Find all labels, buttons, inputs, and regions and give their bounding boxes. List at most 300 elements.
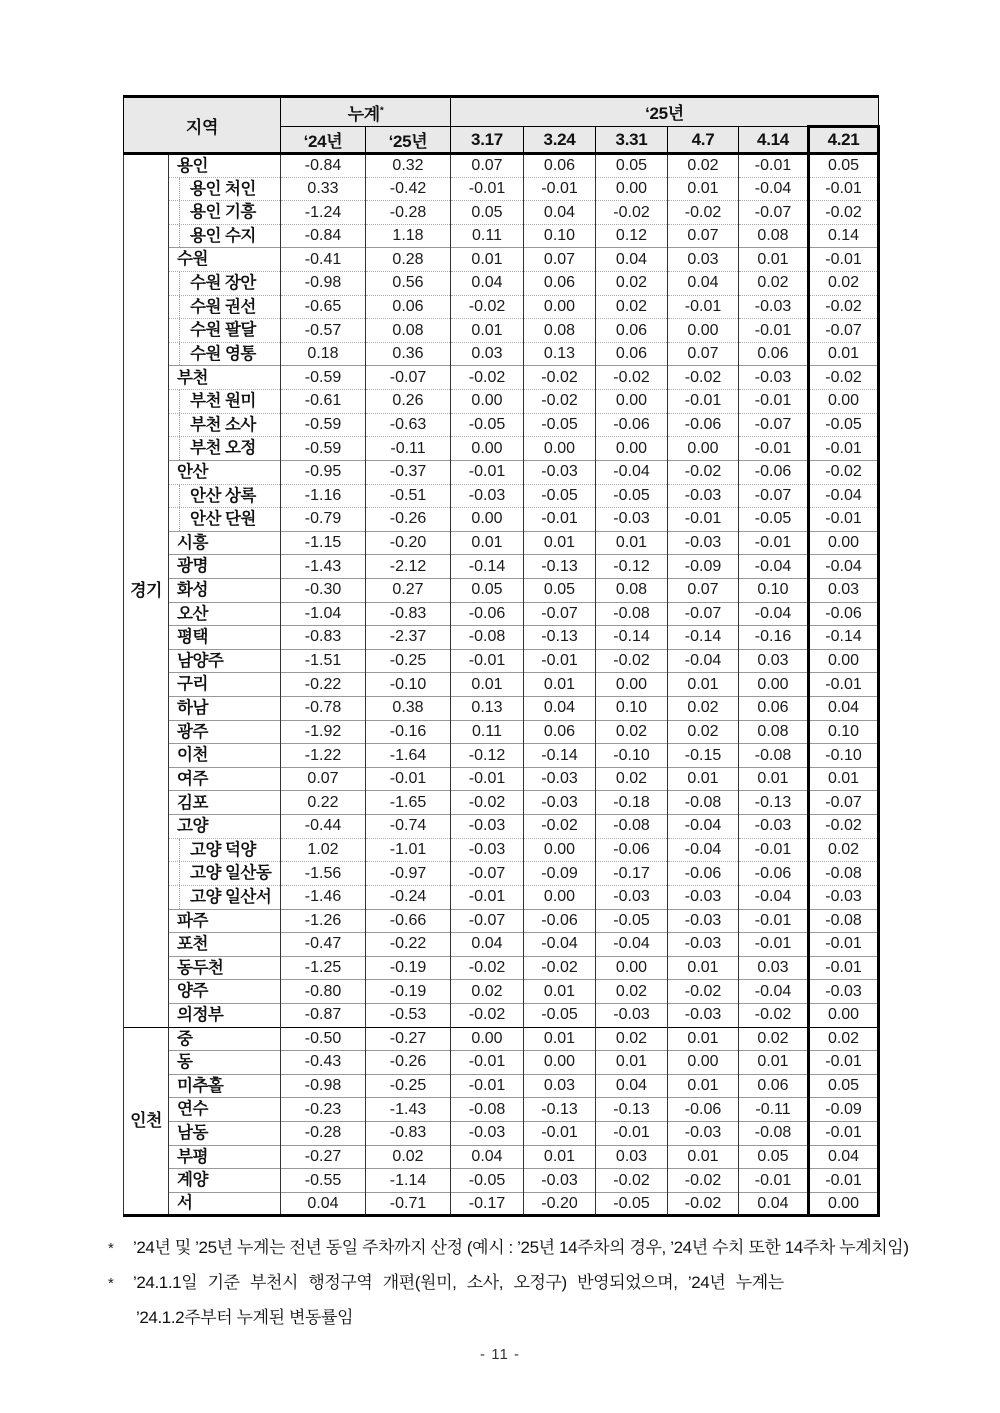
value-cell: -0.22 [366,933,451,957]
value-cell: -0.03 [524,767,596,791]
value-cell: -0.66 [366,909,451,933]
value-cell: -0.01 [809,933,879,957]
table-row [124,295,879,319]
value-cell: 0.01 [596,1051,668,1075]
value-cell: -0.01 [809,1121,879,1145]
value-cell: -0.12 [451,744,524,768]
value-cell: -0.05 [739,508,809,532]
value-cell: -0.17 [451,1192,524,1216]
footnote-marker: * [108,1240,114,1257]
value-cell: -0.14 [668,626,739,650]
value-cell: 0.02 [596,1027,668,1051]
value-cell: 0.02 [596,295,668,319]
value-cell: 0.01 [524,980,596,1004]
value-cell: 0.06 [739,342,809,366]
value-cell: -0.11 [739,1098,809,1122]
region-name-cell: 여주 [169,767,281,791]
value-cell: 0.00 [524,838,596,862]
value-cell: -0.01 [668,508,739,532]
value-cell: -0.01 [809,673,879,697]
value-cell: 0.04 [809,1145,879,1169]
value-cell: -0.10 [809,744,879,768]
value-cell: 0.08 [596,578,668,602]
region-name-cell: 안산 [169,460,281,484]
value-cell: -0.01 [451,767,524,791]
value-cell: 0.05 [451,201,524,225]
value-cell: -0.23 [281,1098,366,1122]
value-cell: -0.26 [366,1051,451,1075]
value-cell: 0.03 [739,649,809,673]
value-cell: -1.04 [281,602,366,626]
value-cell: -0.13 [524,555,596,579]
value-cell: 0.04 [668,272,739,296]
table-row [124,649,879,673]
value-cell: -0.02 [451,956,524,980]
value-cell: -0.04 [668,838,739,862]
region-name-cell: 화성 [169,578,281,602]
table-row [124,366,879,390]
value-cell: -0.07 [739,413,809,437]
value-cell: 0.02 [668,697,739,721]
value-cell: 0.00 [596,673,668,697]
value-cell: -0.03 [596,885,668,909]
header-col-2025: ‘25년 [366,127,451,154]
value-cell: 0.04 [451,933,524,957]
value-cell: -0.30 [281,578,366,602]
table-row [124,956,879,980]
value-cell: 0.00 [524,437,596,461]
value-cell: -0.01 [451,649,524,673]
value-cell: -0.06 [739,460,809,484]
value-cell: -0.02 [809,815,879,839]
region-name-cell: 계양 [169,1169,281,1193]
value-cell: -0.27 [281,1145,366,1169]
value-cell: -0.10 [366,673,451,697]
value-cell: 0.00 [524,1051,596,1075]
value-cell: -0.06 [668,862,739,886]
value-cell: -0.01 [739,933,809,957]
value-cell: 0.18 [281,342,366,366]
value-cell: 0.28 [366,248,451,272]
value-cell: 0.01 [451,673,524,697]
table-row [124,1098,879,1122]
table-row [124,1121,879,1145]
value-cell: -0.08 [596,602,668,626]
value-cell: -0.02 [596,1169,668,1193]
value-cell: -0.12 [596,555,668,579]
value-cell: 0.01 [739,1051,809,1075]
value-cell: 0.03 [739,956,809,980]
value-cell: -0.07 [451,862,524,886]
region-name-cell: 고양 일산동 [169,862,281,886]
region-name-cell: 구리 [169,673,281,697]
table-row [124,342,879,366]
table-row [124,224,879,248]
value-cell: -0.03 [668,1003,739,1027]
value-cell: -0.03 [739,295,809,319]
value-cell: -1.22 [281,744,366,768]
value-cell: 0.00 [668,319,739,343]
value-cell: -0.08 [451,1098,524,1122]
value-cell: 0.02 [739,272,809,296]
value-cell: -0.04 [809,555,879,579]
footnotes [108,1233,908,1338]
table-row [124,413,879,437]
value-cell: 0.00 [739,673,809,697]
table-row [124,862,879,886]
value-cell: 0.03 [524,1074,596,1098]
value-cell: -0.01 [451,177,524,201]
value-cell: 0.04 [596,1074,668,1098]
value-cell: -0.05 [596,484,668,508]
header-year-2025-group: ‘25년 [451,97,879,127]
value-cell: -0.01 [739,909,809,933]
value-cell: -0.98 [281,1074,366,1098]
value-cell: 0.11 [451,720,524,744]
value-cell: 0.04 [596,248,668,272]
value-cell: -0.74 [366,815,451,839]
table-row [124,815,879,839]
value-cell: 0.01 [739,767,809,791]
table-row [124,390,879,414]
value-cell: -0.14 [809,626,879,650]
value-cell: 0.10 [596,697,668,721]
value-cell: -0.25 [366,1074,451,1098]
value-cell: -0.16 [739,626,809,650]
value-cell: -0.05 [524,1003,596,1027]
value-cell: -0.01 [668,295,739,319]
value-cell: -0.03 [668,484,739,508]
province-cell: 경기 [124,154,169,1028]
value-cell: -0.80 [281,980,366,1004]
value-cell: -0.03 [524,460,596,484]
value-cell: -0.03 [668,885,739,909]
value-cell: 0.02 [668,154,739,178]
value-cell: -0.01 [451,885,524,909]
value-cell: -0.03 [668,1121,739,1145]
value-cell: -0.03 [809,885,879,909]
region-name-cell: 오산 [169,602,281,626]
value-cell: -0.06 [596,413,668,437]
value-cell: 0.00 [451,508,524,532]
value-cell: -0.06 [596,838,668,862]
value-cell: -0.08 [809,909,879,933]
value-cell: -0.02 [524,815,596,839]
value-cell: -0.01 [739,531,809,555]
value-cell: -0.01 [739,1169,809,1193]
value-cell: -0.03 [668,933,739,957]
value-cell: -0.04 [739,885,809,909]
value-cell: -0.65 [281,295,366,319]
header-col-date: 3.17 [451,127,524,154]
value-cell: -0.07 [809,791,879,815]
value-cell: -0.02 [451,295,524,319]
value-cell: -0.09 [524,862,596,886]
value-cell: -0.07 [451,909,524,933]
value-cell: -0.05 [596,909,668,933]
region-name-cell: 미추홀 [169,1074,281,1098]
value-cell: 0.02 [451,980,524,1004]
value-cell: -0.24 [366,885,451,909]
value-cell: -0.07 [739,484,809,508]
region-name-cell: 광명 [169,555,281,579]
value-cell: 0.08 [366,319,451,343]
value-cell: -0.02 [596,201,668,225]
value-cell: -0.06 [451,602,524,626]
table-row [124,319,879,343]
value-cell: -0.02 [524,956,596,980]
value-cell: 0.07 [668,578,739,602]
value-cell: -0.06 [524,909,596,933]
value-cell: -0.59 [281,366,366,390]
value-cell: -2.12 [366,555,451,579]
value-cell: -0.02 [739,1003,809,1027]
value-cell: -0.04 [739,555,809,579]
value-cell: -0.01 [809,1051,879,1075]
footnote-2 [108,1268,908,1293]
value-cell: -0.14 [596,626,668,650]
value-cell: -0.18 [596,791,668,815]
region-name-cell: 남동 [169,1121,281,1145]
value-cell: -0.06 [668,413,739,437]
value-cell: -0.59 [281,437,366,461]
region-name-cell: 수원 권선 [169,295,281,319]
value-cell: 0.01 [524,531,596,555]
value-cell: -1.46 [281,885,366,909]
value-cell: -0.01 [739,838,809,862]
value-cell: -0.87 [281,1003,366,1027]
value-cell: -0.05 [809,413,879,437]
value-cell: -0.09 [668,555,739,579]
value-cell: -0.04 [524,933,596,957]
value-cell: -1.14 [366,1169,451,1193]
value-cell: -0.06 [809,602,879,626]
region-name-cell: 연수 [169,1098,281,1122]
value-cell: 0.01 [809,342,879,366]
value-cell: 0.27 [366,578,451,602]
value-cell: 0.05 [451,578,524,602]
value-cell: -0.83 [366,602,451,626]
value-cell: -0.13 [524,626,596,650]
value-cell: -0.13 [739,791,809,815]
value-cell: -0.95 [281,460,366,484]
value-cell: 0.02 [596,272,668,296]
table-row [124,1145,879,1169]
region-name-cell: 부천 원미 [169,390,281,414]
table-row [124,838,879,862]
table-row [124,767,879,791]
value-cell: -0.02 [809,295,879,319]
region-name-cell: 부평 [169,1145,281,1169]
value-cell: -0.19 [366,956,451,980]
weekly-price-change-table [123,95,880,1217]
table-row [124,555,879,579]
header-col-date-highlighted: 4.21 [809,127,879,154]
value-cell: 0.22 [281,791,366,815]
value-cell: -0.02 [451,366,524,390]
region-name-cell: 동 [169,1051,281,1075]
region-name-cell: 부천 소사 [169,413,281,437]
region-name-cell: 양주 [169,980,281,1004]
table-row [124,201,879,225]
region-name-cell: 수원 [169,248,281,272]
value-cell: -0.05 [451,1169,524,1193]
value-cell: -0.01 [524,1121,596,1145]
value-cell: -0.13 [596,1098,668,1122]
value-cell: -0.02 [809,366,879,390]
value-cell: -0.01 [524,649,596,673]
value-cell: -0.04 [739,602,809,626]
value-cell: 0.04 [451,1145,524,1169]
value-cell: 0.06 [739,697,809,721]
value-cell: 0.02 [739,1027,809,1051]
value-cell: 0.08 [739,224,809,248]
value-cell: 0.10 [524,224,596,248]
value-cell: 0.02 [366,1145,451,1169]
value-cell: -0.08 [739,744,809,768]
value-cell: -0.84 [281,154,366,178]
table-row [124,602,879,626]
value-cell: -0.08 [451,626,524,650]
value-cell: 0.56 [366,272,451,296]
region-name-cell: 중 [169,1027,281,1051]
page-number: - 11 - [480,1346,520,1363]
value-cell: -0.08 [596,815,668,839]
value-cell: -0.04 [809,484,879,508]
value-cell: -0.59 [281,413,366,437]
value-cell: -0.01 [809,437,879,461]
value-cell: 0.01 [451,531,524,555]
value-cell: 0.06 [596,319,668,343]
value-cell: 0.01 [524,673,596,697]
value-cell: 0.01 [668,177,739,201]
value-cell: -0.06 [739,862,809,886]
region-name-cell: 동두천 [169,956,281,980]
value-cell: -0.05 [524,413,596,437]
value-cell: 0.01 [668,673,739,697]
region-name-cell: 의정부 [169,1003,281,1027]
value-cell: -0.37 [366,460,451,484]
value-cell: 0.06 [524,154,596,178]
value-cell: -0.01 [451,1051,524,1075]
value-cell: -0.04 [596,460,668,484]
header-cumulative-label: 누계 [347,104,380,124]
value-cell: -0.02 [596,649,668,673]
value-cell: -0.02 [596,366,668,390]
value-cell: 0.02 [596,980,668,1004]
value-cell: -0.01 [366,767,451,791]
value-cell: 0.00 [668,437,739,461]
value-cell: -0.14 [451,555,524,579]
value-cell: 0.07 [451,154,524,178]
value-cell: -0.05 [596,1192,668,1216]
value-cell: -0.01 [451,460,524,484]
value-cell: -0.03 [739,366,809,390]
value-cell: -0.07 [668,602,739,626]
value-cell: 0.10 [739,578,809,602]
value-cell: -0.01 [524,508,596,532]
table-row [124,673,879,697]
value-cell: -0.03 [451,1121,524,1145]
region-name-cell: 서 [169,1192,281,1216]
value-cell: 0.02 [596,720,668,744]
table-row [124,1192,879,1216]
table-row [124,1051,879,1075]
region-name-cell: 파주 [169,909,281,933]
value-cell: -0.03 [451,838,524,862]
table-row [124,720,879,744]
region-name-cell: 광주 [169,720,281,744]
value-cell: -0.98 [281,272,366,296]
value-cell: 0.07 [668,342,739,366]
table-row [124,531,879,555]
value-cell: 0.07 [281,767,366,791]
value-cell: -0.01 [739,437,809,461]
value-cell: 0.36 [366,342,451,366]
value-cell: 0.06 [524,272,596,296]
value-cell: -0.41 [281,248,366,272]
region-name-cell: 하남 [169,697,281,721]
value-cell: 0.03 [809,578,879,602]
value-cell: -0.01 [451,1074,524,1098]
value-cell: 0.05 [739,1145,809,1169]
value-cell: -0.16 [366,720,451,744]
table-row [124,578,879,602]
footnote-2-text: ’24.1.1일 기준 부천시 행정구역 개편(원미, 소사, 오정구) 반영되었으며, ’24년 누계는 [133,1273,784,1292]
region-name-cell: 남양주 [169,649,281,673]
value-cell: 0.00 [809,390,879,414]
value-cell: -1.56 [281,862,366,886]
value-cell: -0.02 [809,201,879,225]
table-header [124,97,879,154]
value-cell: -0.20 [524,1192,596,1216]
value-cell: -0.03 [739,815,809,839]
value-cell: 0.05 [809,1074,879,1098]
value-cell: 0.01 [739,248,809,272]
region-name-cell: 부천 오정 [169,437,281,461]
value-cell: -0.01 [809,1169,879,1193]
region-name-cell: 용인 수지 [169,224,281,248]
value-cell: -0.79 [281,508,366,532]
value-cell: -0.08 [809,862,879,886]
value-cell: -2.37 [366,626,451,650]
value-cell: 0.05 [596,154,668,178]
value-cell: 0.04 [524,697,596,721]
table-row [124,933,879,957]
header-region: 지역 [124,97,281,154]
table-row [124,697,879,721]
value-cell: 0.01 [668,767,739,791]
region-name-cell: 용인 처인 [169,177,281,201]
value-cell: -0.03 [451,815,524,839]
value-cell: -0.09 [809,1098,879,1122]
footnote-mark-icon: * [379,104,384,116]
value-cell: -0.07 [524,602,596,626]
value-cell: -0.61 [281,390,366,414]
value-cell: -0.04 [596,933,668,957]
table-row [124,744,879,768]
value-cell: -1.51 [281,649,366,673]
value-cell: -0.04 [739,980,809,1004]
province-cell: 인천 [124,1027,169,1216]
table-row [124,248,879,272]
value-cell: 0.01 [668,1027,739,1051]
value-cell: -0.03 [809,980,879,1004]
value-cell: -0.03 [524,1169,596,1193]
header-col-date: 3.31 [596,127,668,154]
region-name-cell: 고양 덕양 [169,838,281,862]
value-cell: 0.01 [668,1145,739,1169]
